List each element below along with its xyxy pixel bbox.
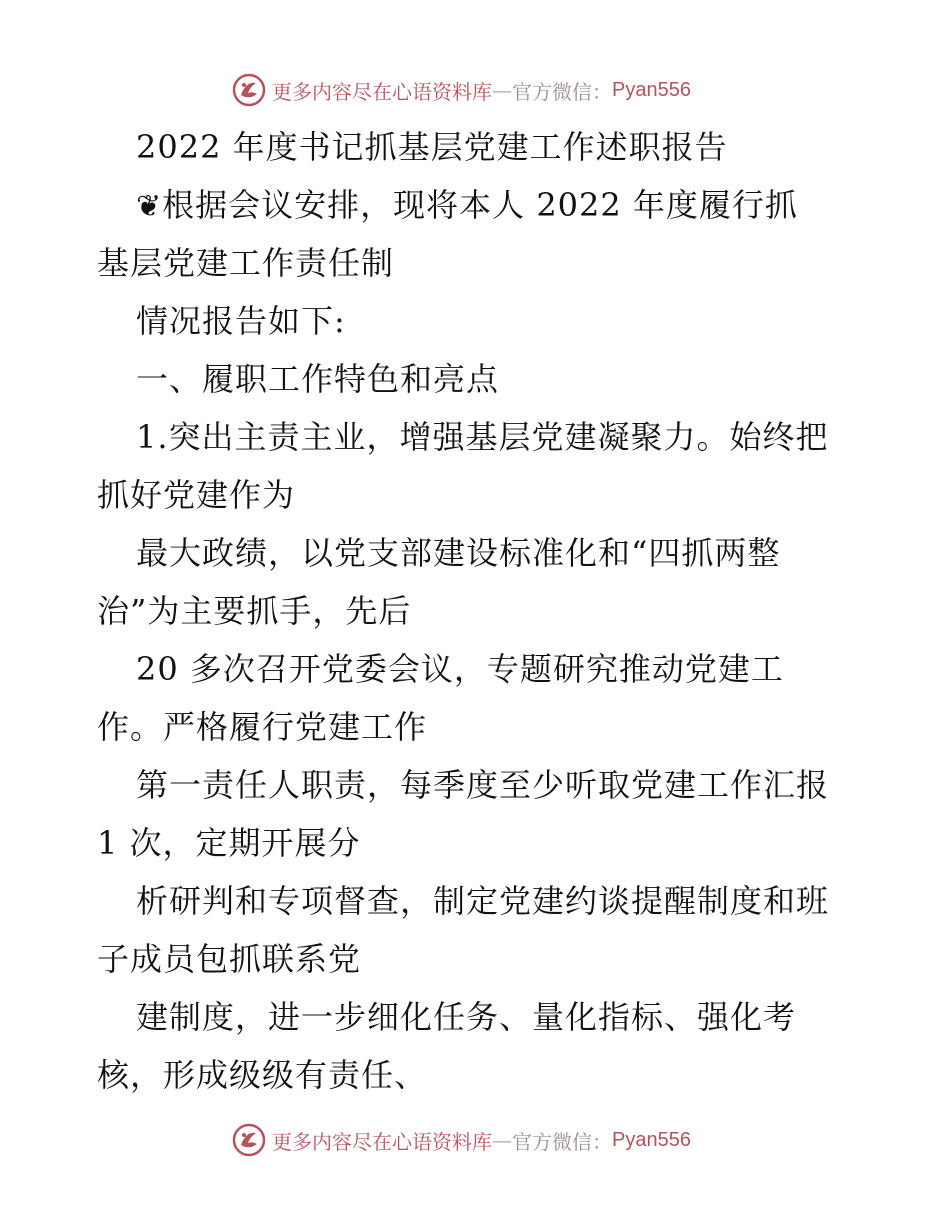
- paragraph-line: 子成员包抓联系党: [97, 940, 362, 978]
- paragraph-line: 治”为主要抓手，先后: [97, 592, 412, 630]
- paragraph-line: 作。严格履行党建工作: [97, 708, 428, 746]
- ornament-icon: ❦: [136, 189, 163, 224]
- paragraph-line: 建制度，进一步细化任务、量化指标、强化考: [136, 998, 797, 1036]
- paragraph-line: 最大政绩，以党支部建设标准化和“四抓两整: [136, 534, 781, 572]
- paragraph-line: 情况报告如下:: [136, 302, 346, 340]
- paragraph-text: 根据会议安排，现将本人 2022 年度履行抓: [162, 186, 798, 224]
- red-seal-logo-icon: [232, 73, 266, 107]
- paragraph-line: 20 多次召开党委会议，专题研究推动党建工: [136, 650, 784, 688]
- document-title: 2022 年度书记抓基层党建工作述职报告: [136, 128, 728, 166]
- paragraph-line: 析研判和专项督查，制定党建约谈提醒制度和班: [136, 882, 830, 920]
- paragraph-line: 第一责任人职责，每季度至少听取党建工作汇报: [136, 766, 830, 804]
- footer-banner: [232, 1120, 752, 1160]
- header-banner: [232, 70, 752, 110]
- banner-main-text: 更多内容尽在心语资料库: [272, 79, 492, 104]
- banner-separator: —: [492, 1128, 512, 1152]
- red-seal-logo-icon: [232, 1123, 266, 1157]
- paragraph-line: [136, 176, 798, 234]
- banner-separator: —: [492, 78, 512, 102]
- banner-wechat-label: 官方微信：: [512, 1129, 612, 1154]
- section-heading: 一、履职工作特色和亮点: [136, 360, 500, 398]
- banner-wechat-id: Pyan556: [612, 1128, 691, 1151]
- banner-wechat-id: Pyan556: [612, 78, 691, 101]
- banner-wechat-label: 官方微信：: [512, 79, 612, 104]
- paragraph-line: 抓好党建作为: [97, 476, 296, 514]
- paragraph-line: 基层党建工作责任制: [97, 244, 395, 282]
- paragraph-line: 1.突出主责主业，增强基层党建凝聚力。始终把: [136, 418, 829, 456]
- banner-main-text: 更多内容尽在心语资料库: [272, 1129, 492, 1154]
- paragraph-line: 1 次，定期开展分: [97, 824, 361, 862]
- paragraph-line: 核，形成级级有责任、: [97, 1056, 428, 1094]
